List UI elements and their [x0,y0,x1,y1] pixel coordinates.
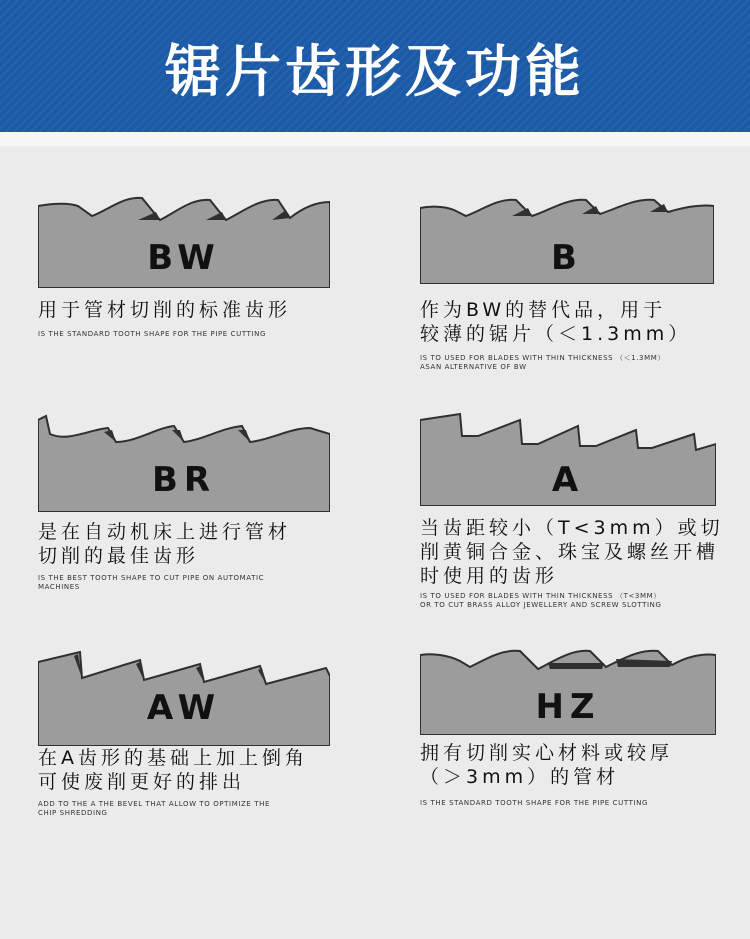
tooth-desc-cn: 拥有切削实心材料或较厚 （＞3mm）的管材 [420,742,674,788]
tooth-desc-cn: 在A齿形的基础上加上倒角 可使废削更好的排出 [38,747,308,793]
tooth-code-aw: AW [146,688,222,728]
page-title: 锯片齿形及功能 [165,40,585,105]
tooth-desc-cn: 是在自动机床上进行管材 切削的最佳齿形 [38,521,292,567]
tooth-card-hz [420,645,716,815]
tooth-code-br: BR [151,460,217,500]
tooth-code-hz: HZ [535,687,601,727]
tooth-desc-en: IS THE STANDARD TOOTH SHAPE FOR THE PIPE CUTTING [420,799,649,807]
tooth-desc-en: IS TO USED FOR BLADES WITH THIN THICKNESS （＜1.3MM） ASAN ALTERNATIVE OF BW [420,354,665,371]
tooth-desc-en: ADD TO THE A THE BEVEL THAT ALLOW TO OPTIMIZE THE CHIP SHREDDING [38,800,271,817]
tooth-desc-en: IS TO USED FOR BLADES WITH THIN THICKNESS （T<3MM） OR TO CUT BRASS ALLOY JEWELLERY AND SCREW SLOTTING [420,592,662,609]
tooth-code-bw: BW [147,238,221,278]
tooth-desc-cn: 用于管材切削的标准齿形 [38,299,292,321]
tooth-desc-en: IS THE BEST TOOTH SHAPE TO CUT PIPE ON AUTOMATIC MACHINES [38,574,265,591]
tooth-card-br [38,412,330,597]
tooth-code-b: B [551,238,583,278]
tooth-card-bw [38,190,330,350]
tooth-desc-cn: 作为BW的替代品，用于 较薄的锯片（＜1.3mm） [420,299,692,345]
tooth-card-a [420,412,724,612]
tooth-card-b [420,194,714,374]
tooth-desc-cn: 当齿距较小（T<3mm）或切 削黄铜合金、珠宝及螺丝开槽 时使用的齿形 [420,517,724,587]
tooth-card-aw [38,650,330,825]
tooth-code-a: A [551,460,585,500]
header-divider [0,132,750,146]
tooth-desc-en: IS THE STANDARD TOOTH SHAPE FOR THE PIPE CUTTING [38,330,267,338]
